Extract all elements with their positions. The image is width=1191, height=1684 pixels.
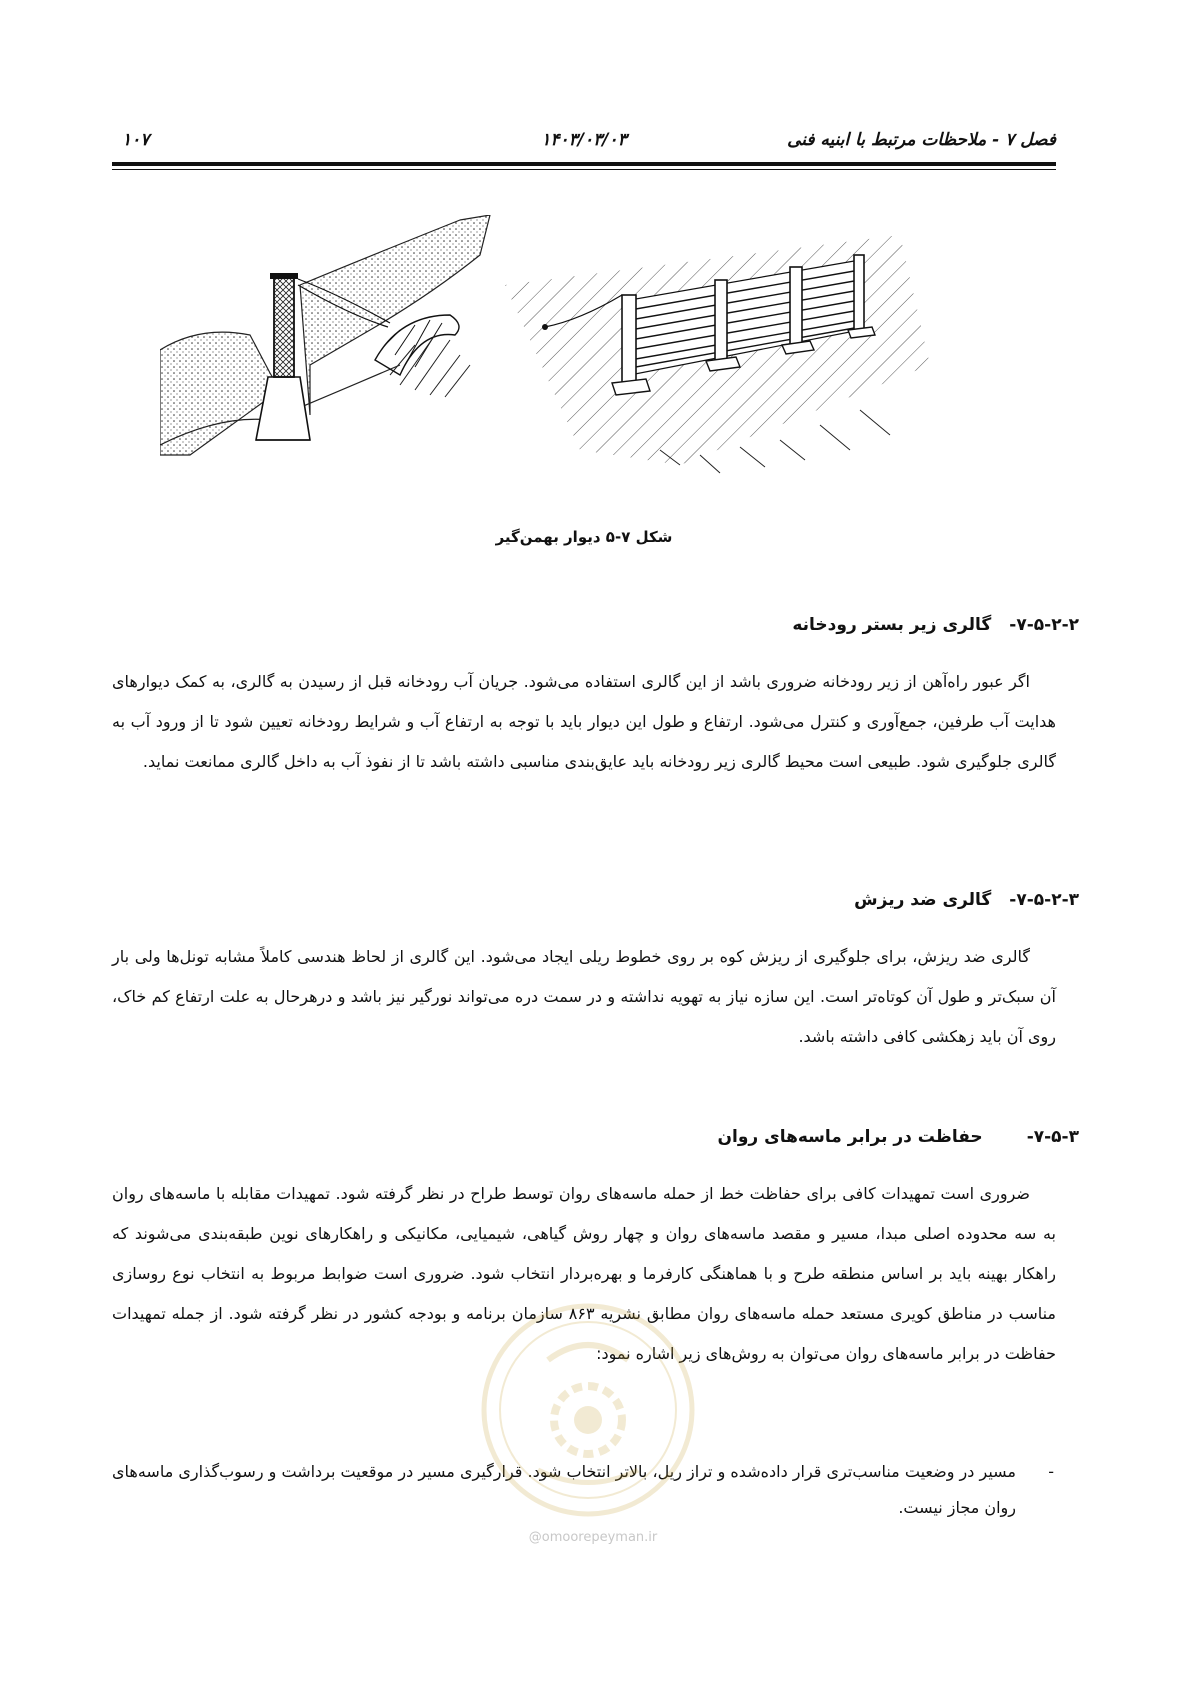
- page-header: [112, 130, 1056, 158]
- left-wall-drawing: [160, 215, 490, 455]
- section-heading: [135, 615, 1079, 635]
- header-rule-thick: [112, 162, 1056, 166]
- section-paragraph: اگر عبور راه‌آهن از زیر رودخانه ضروری باشد از این گالری استفاده می‌شود. جریان آب رودخانه قبل از رسیدن به گالری، به کمک دیوارهای هدایت آب طرفین، جمع‌آوری و کنترل می‌شود. ارتفاع و طول این دیوار باید با توجه به ارتفاع آب و شرایط رودخانه تعیین شود تا از ورود آب به گالری جلوگیری شود. طبیعی است محیط گالری زیر رودخانه باید عایق‌بندی مناسبی داشته باشد تا از نفوذ آب به داخل گالری ممانعت نماید.: [112, 672, 1056, 771]
- section-title-text: گالری زیر بستر رودخانه: [792, 615, 992, 635]
- section-paragraph: گالری ضد ریزش، برای جلوگیری از ریزش کوه بر روی خطوط ریلی ایجاد می‌شود. این گالری از لحاظ هندسی کاملاً مشابه تونل‌ها ولی بار آن سبک‌تر و طول آن کوتاه‌تر است. این سازه نیاز به تهویه نداشته و در سمت دره می‌تواند نورگیر نیز باشد و درهرحال به علت ارتفاع کم خاک، روی آن باید زهکشی کافی داشته باشد.: [112, 947, 1056, 1046]
- figure-caption: شکل ۷-۵ دیوار بهمن‌گیر: [495, 528, 673, 546]
- section-title-text: گالری ضد ریزش: [854, 890, 992, 910]
- section-paragraph: ضروری است تمهیدات کافی برای حفاظت خط از حمله ماسه‌های روان توسط طراح در نظر گرفته شود. تمهیدات مقابله با ماسه‌های روان به سه محدوده اصلی مبدا، مسیر و مقصد ماسه‌های روان و چهار روش گیاهی، شیمیایی، مکانیکی و راهکارهای نوین طبقه‌بندی می‌شوند که راهکار بهینه باید بر اساس منطقه طرح و با هماهنگی کارفرما و بهره‌بردار انتخاب شود. ضروری است ضوابط مربوط به انتخاب نوع روسازی مناسب در مناطق کویری مستعد حمله ماسه‌های روان مطابق نشریه ۸۶۳ سازمان برنامه و بودجه کشور در نظر گرفته شود. از جمله تمهیدات حفاظت در برابر ماسه‌های روان می‌توان به روش‌های زیر اشاره نمود:: [112, 1184, 1056, 1363]
- chapter-title: فصل ۷ - ملاحظات مرتبط با ابنیه فنی: [787, 130, 1056, 150]
- section-number: ۷-۵-۲-۲-: [1009, 615, 1079, 635]
- bullet-marker: -: [1048, 1462, 1054, 1481]
- section-heading: [135, 1127, 1079, 1147]
- header-rule-thin: [112, 169, 1056, 170]
- avalanche-wall-figure: [160, 215, 1020, 485]
- right-wall-drawing: [505, 235, 930, 473]
- bullet-text: مسیر در وضعیت مناسب‌تری قرار داده‌شده و تراز ریل، بالاتر انتخاب شود. قرارگیری مسیر در موقعیت برداشت و رسوب‌گذاری ماسه‌های روان مجاز نیست.: [112, 1462, 1016, 1517]
- header-date: ۱۴۰۳/۰۳/۰۳: [541, 130, 627, 150]
- watermark-seal-icon: [478, 1300, 698, 1520]
- section-heading: [135, 890, 1079, 910]
- section-number: ۷-۵-۲-۳-: [1009, 890, 1079, 910]
- page-number: ۱۰۷: [122, 130, 150, 150]
- section-number: ۷-۵-۳-: [1026, 1127, 1079, 1147]
- section-title-text: حفاظت در برابر ماسه‌های روان: [717, 1127, 983, 1147]
- watermark-url: @omoorepeyman.ir: [528, 1530, 658, 1545]
